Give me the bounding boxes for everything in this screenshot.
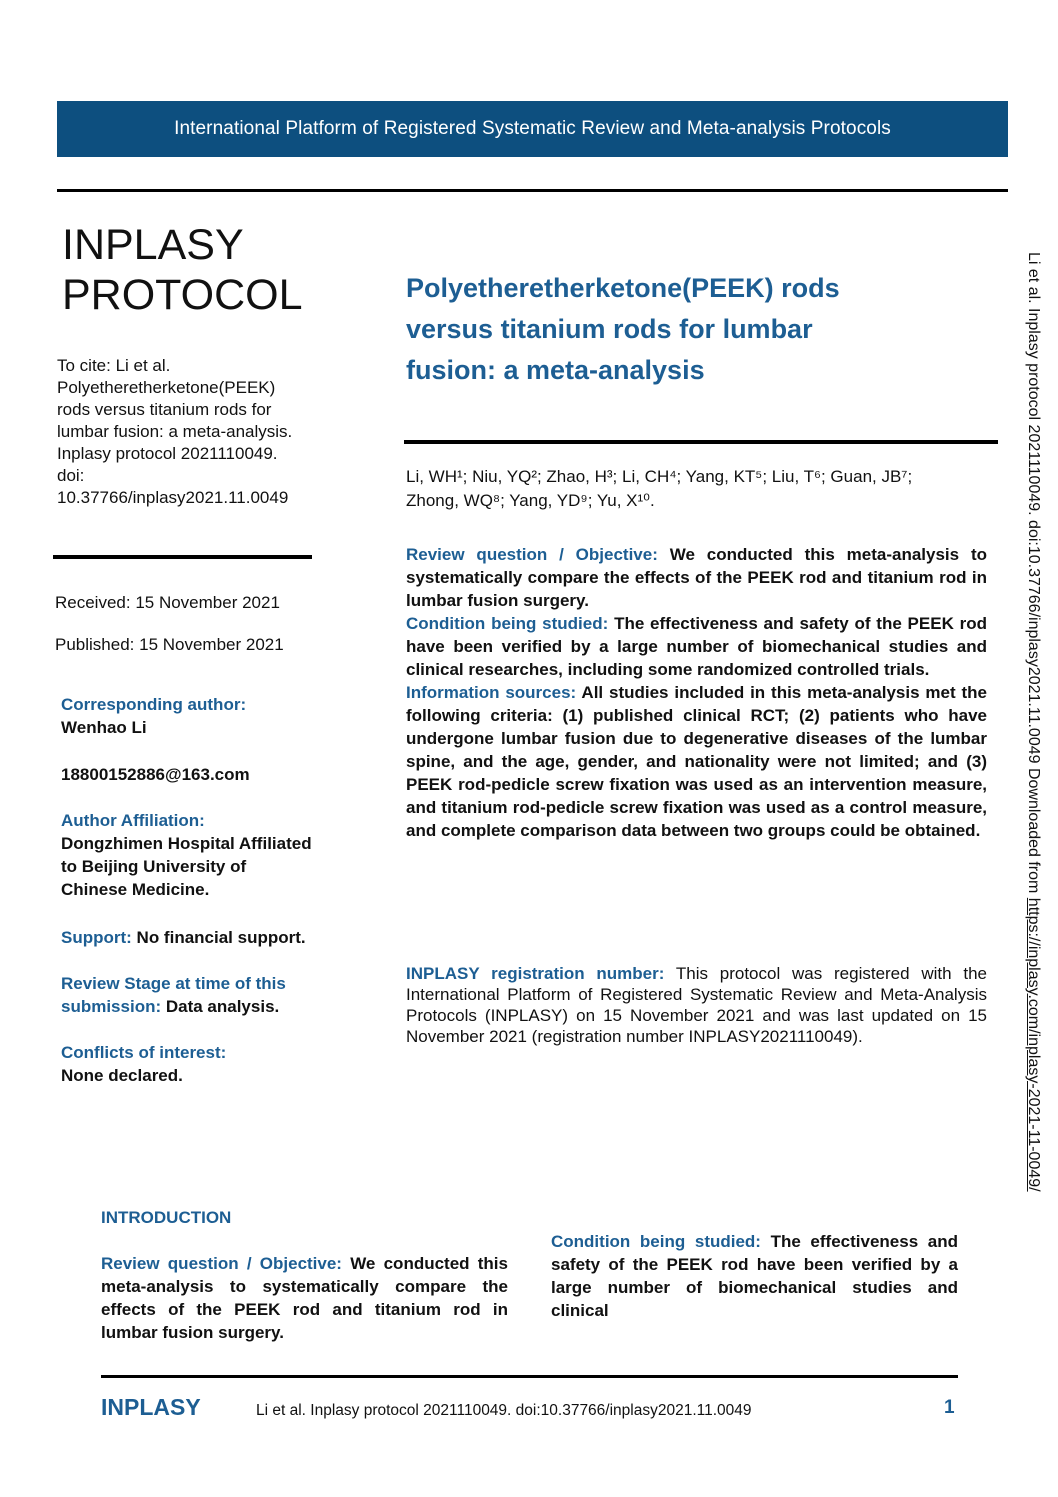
footer-citation: Li et al. Inplasy protocol 2021110049. doi:10.37766/inplasy2021.11.0049 <box>256 1402 752 1419</box>
information-sources-label: Information sources: <box>406 683 577 702</box>
page-number: 1 <box>944 1397 955 1418</box>
support-value: No financial support. <box>131 928 306 947</box>
information-sources-paragraph <box>406 681 987 842</box>
corresponding-author-block <box>61 693 361 739</box>
support-block <box>61 926 361 949</box>
affiliation-line: Chinese Medicine. <box>61 880 210 899</box>
journal-banner <box>57 101 1008 157</box>
left-divider <box>53 555 312 559</box>
protocol-heading-line2: PROTOCOL <box>62 271 303 319</box>
author-line: Li, WH¹; Niu, YQ²; Zhao, H³; Li, CH⁴; Yang, KT⁵; Liu, T⁶; Guan, JB⁷; <box>406 467 913 486</box>
banner-text: International Platform of Registered Systematic Review and Meta-analysis Protocols <box>174 118 891 139</box>
abstract <box>406 543 987 842</box>
title-rule <box>404 440 998 444</box>
author-email[interactable]: 18800152886@163.com <box>61 765 250 784</box>
received-date: Received: 15 November 2021 <box>55 593 280 612</box>
intro-review-label: Review question / Objective: <box>101 1254 342 1273</box>
citation-block <box>57 355 347 509</box>
article-title <box>406 268 966 391</box>
condition-text: The effectiveness and safety of the PEEK rod have been verified by a large number of biomechanical studies and clinical researches, including some randomized controlled trials. <box>406 614 987 679</box>
condition-label: Condition being studied: <box>406 614 609 633</box>
intro-condition-text: The effectiveness and safety of the PEEK rod have been verified by a large number of biomechanical studies and clinical <box>551 1232 958 1320</box>
side-download-note <box>1024 252 1042 1192</box>
footer-brand: INPLASY <box>101 1394 201 1420</box>
conflicts-value: None declared. <box>61 1066 183 1085</box>
review-question-text: We conducted this meta-analysis to systematically compare the effects of the PEEK rod and titanium rod in lumbar fusion surgery. <box>406 545 987 610</box>
review-stage-value: Data analysis. <box>161 997 280 1016</box>
download-link[interactable]: https://inplasy.com/inplasy-2021-11-0049/ <box>1025 897 1042 1192</box>
corresponding-label: Corresponding author: <box>61 695 247 714</box>
protocol-heading <box>62 220 303 320</box>
review-stage-block <box>61 972 361 1018</box>
article-title-line: Polyetheretherketone(PEEK) rods <box>406 273 840 303</box>
intro-condition-label: Condition being studied: <box>551 1232 761 1251</box>
citation-line: Polyetheretherketone(PEEK) <box>57 378 276 397</box>
condition-paragraph <box>406 612 987 681</box>
affiliation-line: to Beijing University of <box>61 857 247 876</box>
author-line: Zhong, WQ⁸; Yang, YD⁹; Yu, X¹⁰. <box>406 491 655 510</box>
affiliation-label: Author Affiliation: <box>61 811 205 830</box>
top-rule <box>57 189 1008 192</box>
author-list <box>406 465 991 513</box>
review-question-paragraph <box>406 543 987 612</box>
side-citation-text: Li et al. Inplasy protocol 2021110049. doi:10.37766/inplasy2021.11.0049 Downloaded from <box>1025 252 1042 898</box>
corresponding-name: Wenhao Li <box>61 718 147 737</box>
footer-rule <box>101 1375 958 1378</box>
published-date: Published: 15 November 2021 <box>55 635 284 654</box>
registration-label: INPLASY registration number: <box>406 964 665 983</box>
information-sources-text: All studies included in this meta-analysis met the following criteria: (1) published clinical RCT; (2) patients who have undergone lumbar fusion due to degenerative diseases of the lumbar spine, and the age, gender, and nationality were not limited; and (3) PEEK rod-pedicle screw fixation was used as an intervention measure, and titanium rod-pedicle screw fixation was used as a control measure, and complete comparison data between two groups could be obtained. <box>406 683 987 840</box>
introduction-heading: INTRODUCTION <box>101 1208 232 1227</box>
citation-line: lumbar fusion: a meta-analysis. <box>57 422 293 441</box>
review-question-label: Review question / Objective: <box>406 545 658 564</box>
review-stage-label: Review Stage at time of this <box>61 974 286 993</box>
registration-paragraph <box>406 963 987 1047</box>
intro-right-column <box>551 1230 958 1322</box>
support-label: Support: <box>61 928 132 947</box>
protocol-heading-line1: INPLASY <box>62 221 244 269</box>
intro-left-column <box>101 1252 508 1344</box>
citation-line: rods versus titanium rods for <box>57 400 272 419</box>
affiliation-line: Dongzhimen Hospital Affiliated <box>61 834 312 853</box>
registration-text: This protocol was registered with the International Platform of Registered Systematic Review and Meta-Analysis Protocols (INPLASY) on 15 November 2021 and was last updated on 15 November 2021 (registration number INPLASY2021110049). <box>406 964 987 1046</box>
intro-review-text: We conducted this meta-analysis to systematically compare the effects of the PEEK rod and titanium rod in lumbar fusion surgery. <box>101 1254 508 1342</box>
review-stage-label-2: submission: <box>61 997 162 1016</box>
conflicts-block <box>61 1041 361 1087</box>
conflicts-label: Conflicts of interest: <box>61 1043 227 1062</box>
citation-line: 10.37766/inplasy2021.11.0049 <box>57 488 289 507</box>
citation-line: Inplasy protocol 2021110049. <box>57 444 278 463</box>
affiliation-block <box>61 809 361 901</box>
article-title-line: fusion: a meta-analysis <box>406 355 705 385</box>
article-title-line: versus titanium rods for lumbar <box>406 314 813 344</box>
citation-line: doi: <box>57 466 85 485</box>
citation-line: To cite: Li et al. <box>57 356 171 375</box>
